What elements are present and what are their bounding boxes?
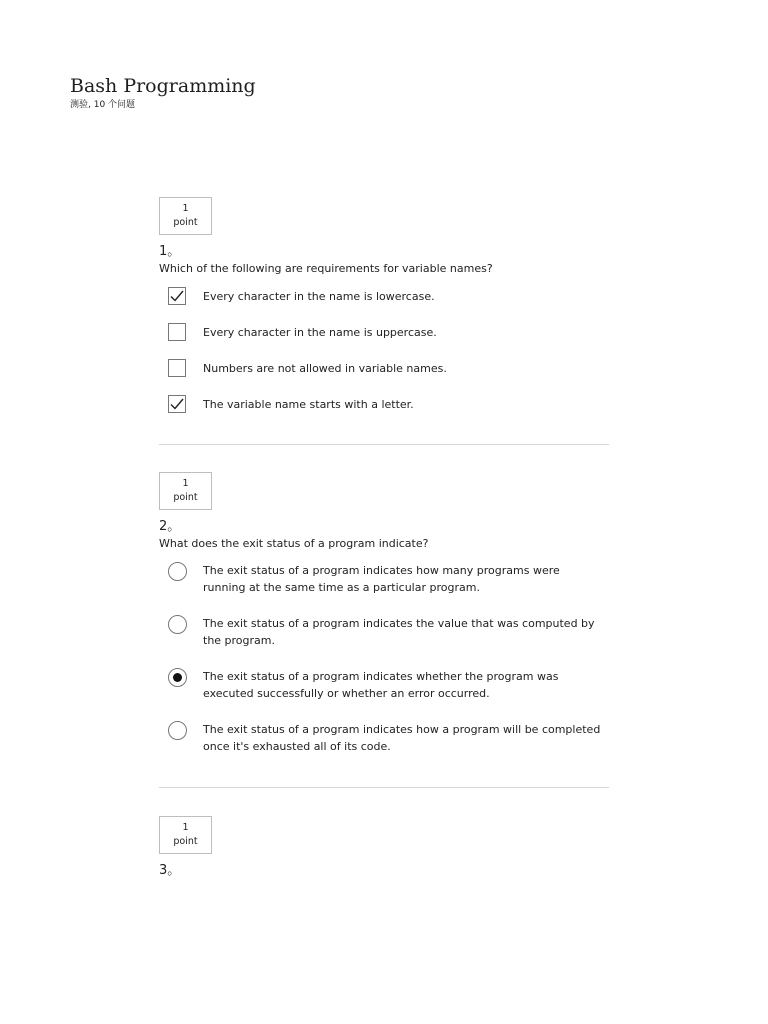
points-value: 1 [182,478,189,489]
quiz-subtitle: 测验, 10 个问题 [70,100,136,110]
option-label: The exit status of a program indicates how many programs were running at the same time as a particular program. [203,564,560,594]
option-1[interactable] [159,287,609,323]
points-value: 1 [182,822,189,833]
radio-button[interactable] [168,615,187,634]
question-text: What does the exit status of a program indicate? [159,537,429,550]
radio-button[interactable] [168,668,187,687]
option-list [159,562,609,755]
checkbox[interactable] [168,287,186,305]
option-label: The exit status of a program indicates how a program will be completed once it's exhausted all of its code. [203,723,601,753]
points-value: 1 [182,203,189,214]
option-4[interactable] [159,395,609,431]
radio-button[interactable] [168,721,187,740]
points-unit: point [173,217,198,228]
checkbox[interactable] [168,395,186,413]
question-text: Which of the following are requirements for variable names? [159,262,493,275]
option-2[interactable] [159,615,609,649]
radio-button[interactable] [168,562,187,581]
option-label: Every character in the name is uppercase. [203,326,437,339]
quiz-title: Bash Programming [70,75,256,97]
question-divider [159,787,609,788]
option-3[interactable] [159,668,609,702]
checkmark-icon [170,290,184,302]
question-divider [159,444,609,445]
radio-selected-dot [173,673,182,682]
option-4[interactable] [159,721,609,755]
option-label: The exit status of a program indicates the value that was computed by the program. [203,617,595,647]
checkmark-icon [170,398,184,410]
points-badge [159,472,212,510]
question-number: 2。 [159,519,181,534]
question-number: 3。 [159,863,181,878]
option-2[interactable] [159,323,609,359]
checkbox[interactable] [168,323,186,341]
option-label: Numbers are not allowed in variable names. [203,362,447,375]
points-badge [159,197,212,235]
option-label: Every character in the name is lowercase. [203,290,435,303]
question-number: 1。 [159,244,181,259]
option-label: The exit status of a program indicates whether the program was executed successfully or whether an error occurred. [203,670,559,700]
points-badge [159,816,212,854]
option-list [159,287,609,431]
option-label: The variable name starts with a letter. [203,398,414,411]
checkbox[interactable] [168,359,186,377]
points-unit: point [173,836,198,847]
points-unit: point [173,492,198,503]
question-3 [159,816,609,879]
option-1[interactable] [159,562,609,596]
question-2 [159,472,609,755]
option-3[interactable] [159,359,609,395]
question-1 [159,197,609,431]
